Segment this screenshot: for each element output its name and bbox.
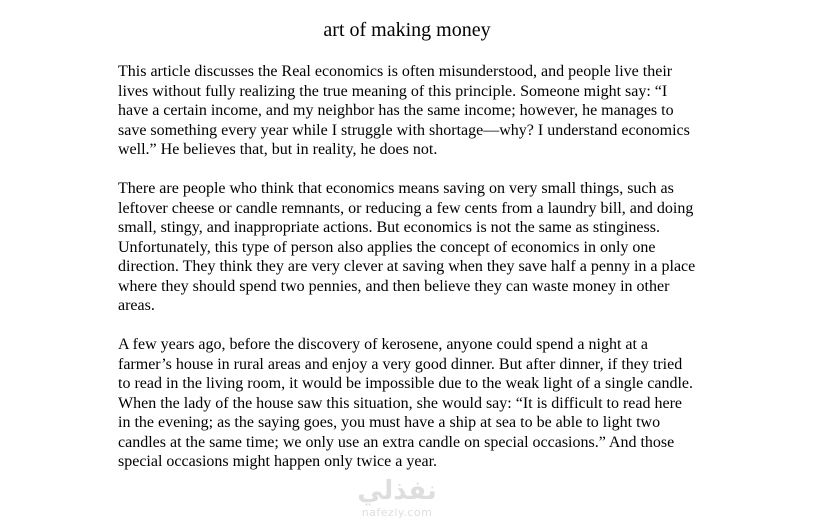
watermark-site-text: nafezly.com	[361, 506, 433, 519]
paragraph: This article discusses the Real economics is often misunderstood, and people live their lives without fully realizing the true meaning of this principle. Someone might say: “I have a certain income, and my neighbor has the same income; however, he manages to save something every year while I struggle with shortage—why? I understand economics well.” He believes that, but in reality, he does not.	[118, 63, 690, 158]
document-body	[118, 62, 698, 491]
paragraph: A few years ago, before the discovery of kerosene, anyone could spend a night at a farmer’s house in rural areas and enjoy a very good dinner. But after dinner, if they tried to read in the living room, it would be impossible due to the weak light of a single candle. When the lady of the house saw this situation, she would say: “It is difficult to read here in the evening; as the saying goes, you must have a ship at sea to be able to light two candles at the same time; we only use an extra candle on special occasions.” And those special occasions might happen only twice a year.	[118, 336, 693, 470]
watermark-logo-mark: نفذلي	[357, 476, 437, 506]
document-title: art of making money	[323, 19, 491, 41]
paragraph: There are people who think that economics means saving on very small things, such as leftover cheese or candle remnants, or reducing a few cents from a laundry bill, and doing small, stingy, and inappropriate actions. But economics is not the same as stinginess. Unfortunately, this type of person also applies the concept of economics in only one direction. They think they are very clever at saving when they save half a penny in a place where they should spend two pennies, and then believe they can waste money in other areas.	[118, 180, 696, 314]
